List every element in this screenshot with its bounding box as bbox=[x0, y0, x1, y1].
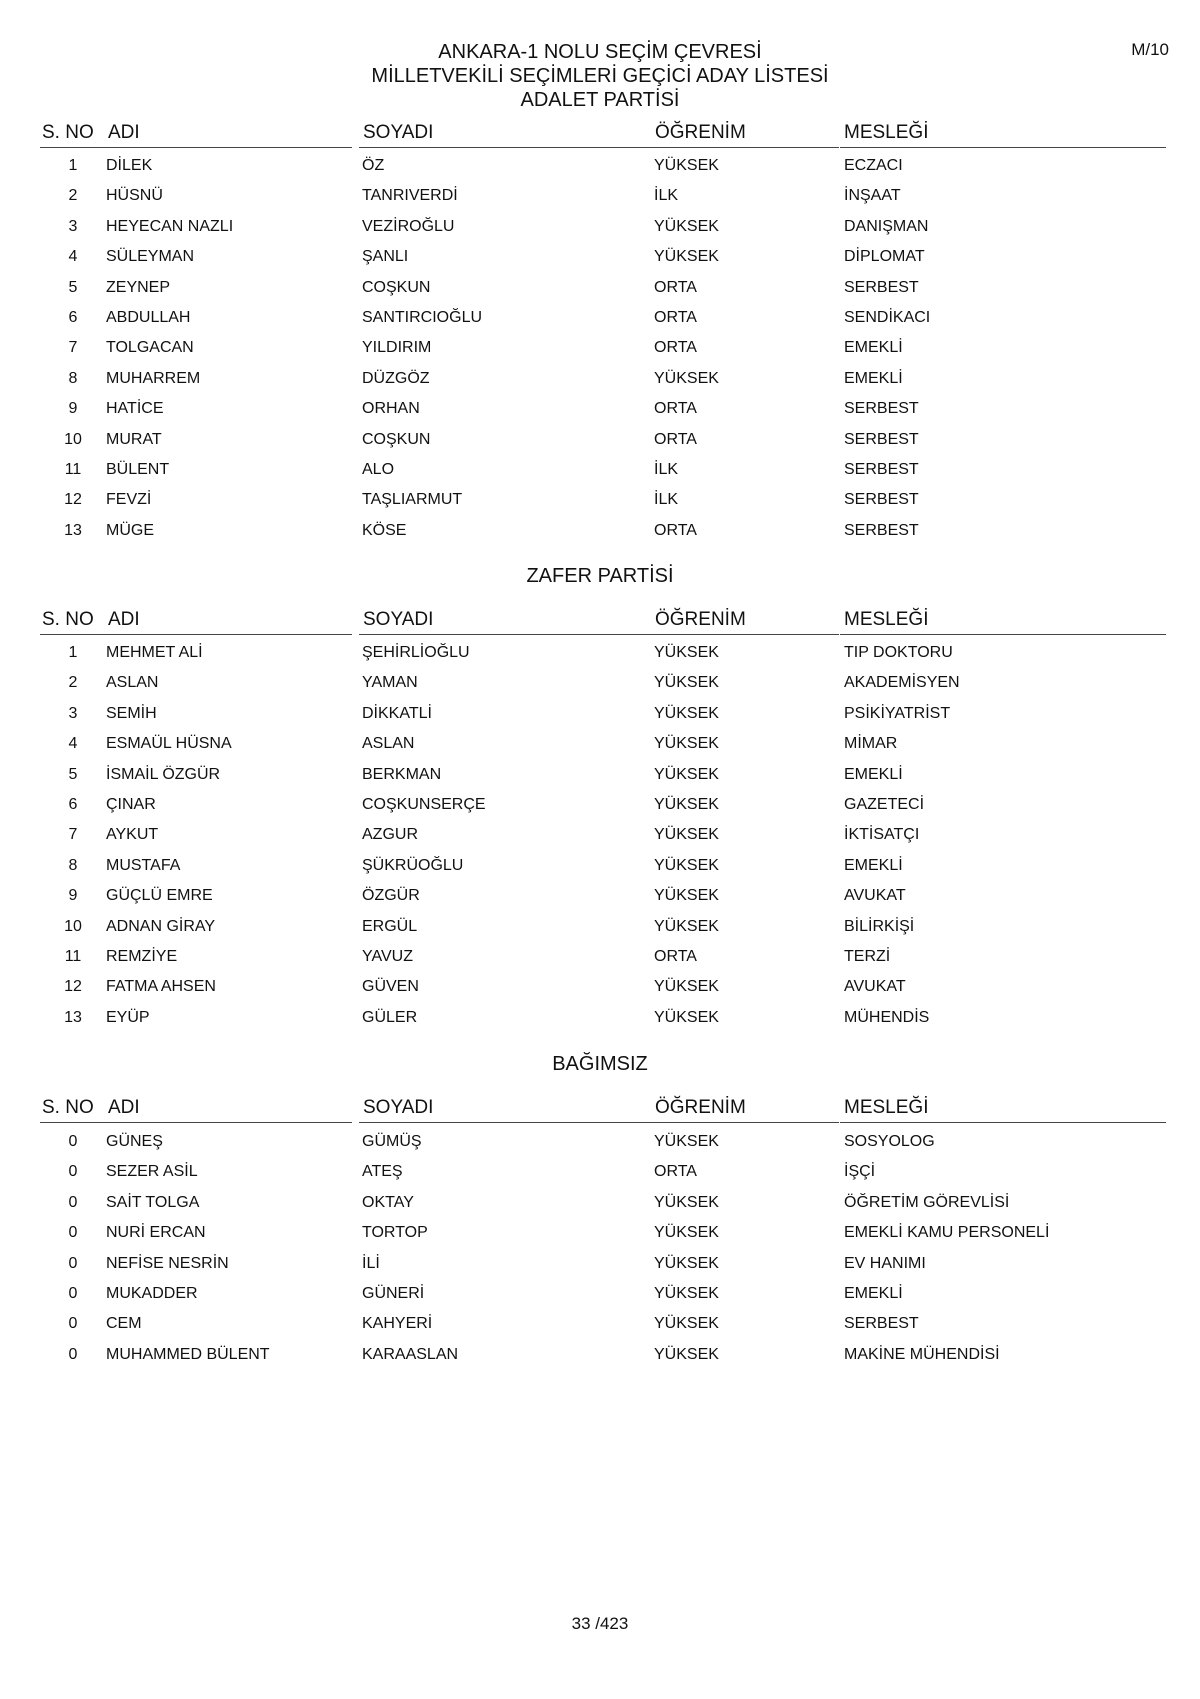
cell-s-no: 0 bbox=[68, 1133, 78, 1150]
cell-meslegi: AKADEMİSYEN bbox=[844, 674, 960, 692]
cell-s-no: 8 bbox=[68, 369, 78, 387]
cell-soyadi: COŞKUN bbox=[362, 430, 431, 448]
cell-meslegi: AVUKAT bbox=[844, 978, 906, 996]
cell-adi: MUSTAFA bbox=[106, 856, 181, 874]
cell-adi: SEMİH bbox=[106, 704, 157, 722]
cell-adi: ZEYNEP bbox=[106, 278, 171, 296]
cell-ogrenim: YÜKSEK bbox=[654, 796, 719, 813]
cell-soyadi: ATEŞ bbox=[362, 1163, 403, 1181]
cell-soyadi: GÜNERİ bbox=[362, 1285, 425, 1302]
cell-meslegi: ÖĞRETİM GÖREVLİSİ bbox=[844, 1193, 1010, 1211]
cell-meslegi: EMEKLİ bbox=[844, 339, 903, 357]
cell-s-no: 0 bbox=[68, 1224, 78, 1242]
cell-soyadi: ŞEHİRLİOĞLU bbox=[362, 644, 470, 661]
cell-adi: HÜSNÜ bbox=[106, 187, 163, 205]
cell-s-no: 7 bbox=[68, 826, 78, 844]
cell-adi: MEHMET ALİ bbox=[106, 644, 203, 661]
cell-adi: NURİ ERCAN bbox=[106, 1224, 206, 1242]
cell-soyadi: COŞKUN bbox=[362, 278, 431, 296]
cell-adi: FATMA AHSEN bbox=[106, 978, 216, 996]
cell-ogrenim: ORTA bbox=[654, 278, 697, 296]
cell-meslegi: SERBEST bbox=[844, 400, 919, 418]
cell-soyadi: DİKKATLİ bbox=[362, 704, 432, 722]
col-ogrenim-header: ÖĞRENİM bbox=[651, 1096, 839, 1123]
cell-s-no: 0 bbox=[68, 1193, 78, 1211]
cell-meslegi: GAZETECİ bbox=[844, 796, 925, 813]
col-s-no-header: S. NO bbox=[40, 121, 104, 148]
cell-adi: AYKUT bbox=[106, 826, 159, 844]
party-title: ADALET PARTİSİ bbox=[520, 89, 680, 111]
cell-adi: EYÜP bbox=[106, 1008, 150, 1026]
cell-s-no: 13 bbox=[64, 521, 82, 539]
cell-soyadi: GÜMÜŞ bbox=[362, 1133, 422, 1150]
cell-adi: DİLEK bbox=[106, 157, 153, 174]
cell-meslegi: İŞÇİ bbox=[844, 1163, 876, 1181]
cell-meslegi: SERBEST bbox=[844, 1315, 919, 1333]
cell-ogrenim: YÜKSEK bbox=[654, 217, 719, 235]
cell-soyadi: İLİ bbox=[362, 1254, 380, 1272]
cell-ogrenim: ORTA bbox=[654, 1163, 697, 1181]
col-adi-header: ADI bbox=[104, 121, 352, 148]
cell-s-no: 6 bbox=[68, 796, 78, 813]
cell-s-no: 4 bbox=[68, 735, 78, 753]
cell-ogrenim: YÜKSEK bbox=[654, 735, 719, 753]
cell-adi: SAİT TOLGA bbox=[106, 1193, 200, 1211]
cell-soyadi: COŞKUNSERÇE bbox=[362, 796, 486, 813]
cell-soyadi: ŞÜKRÜOĞLU bbox=[362, 856, 464, 874]
cell-soyadi: ÖZGÜR bbox=[362, 887, 420, 905]
party-title: ZAFER PARTİSİ bbox=[526, 565, 674, 587]
cell-s-no: 2 bbox=[68, 187, 78, 205]
cell-s-no: 12 bbox=[64, 491, 82, 509]
cell-soyadi: OKTAY bbox=[362, 1193, 414, 1211]
cell-soyadi: ALO bbox=[362, 461, 395, 478]
cell-soyadi: TORTOP bbox=[362, 1224, 428, 1242]
cell-soyadi: YAVUZ bbox=[362, 948, 413, 965]
cell-s-no: 3 bbox=[68, 217, 78, 235]
cell-ogrenim: YÜKSEK bbox=[654, 1315, 719, 1333]
cell-ogrenim: YÜKSEK bbox=[654, 1224, 719, 1242]
col-s-no-header: S. NO bbox=[40, 608, 104, 635]
cell-ogrenim: YÜKSEK bbox=[654, 248, 719, 266]
cell-adi: CEM bbox=[106, 1315, 142, 1333]
list-title: MİLLETVEKİLİ SEÇİMLERİ GEÇİCİ ADAY LİSTESİ bbox=[371, 65, 829, 87]
cell-s-no: 9 bbox=[68, 887, 78, 905]
cell-s-no: 2 bbox=[68, 674, 78, 692]
cell-adi: REMZİYE bbox=[106, 948, 178, 965]
cell-s-no: 7 bbox=[68, 339, 78, 357]
col-s-no-header: S. NO bbox=[40, 1096, 104, 1123]
cell-soyadi: KARAASLAN bbox=[362, 1345, 459, 1363]
cell-ogrenim: ORTA bbox=[654, 430, 697, 448]
cell-meslegi: EMEKLİ bbox=[844, 856, 903, 874]
cell-meslegi: EMEKLİ bbox=[844, 1285, 903, 1302]
cell-meslegi: DANIŞMAN bbox=[844, 217, 929, 235]
cell-s-no: 13 bbox=[64, 1008, 82, 1026]
cell-meslegi: SOSYOLOG bbox=[844, 1133, 935, 1150]
cell-ogrenim: YÜKSEK bbox=[654, 765, 719, 783]
cell-ogrenim: YÜKSEK bbox=[654, 674, 719, 692]
cell-adi: MUHAMMED BÜLENT bbox=[106, 1345, 270, 1363]
cell-s-no: 10 bbox=[64, 430, 82, 448]
cell-adi: ADNAN GİRAY bbox=[106, 917, 216, 935]
cell-meslegi: MÜHENDİS bbox=[844, 1008, 930, 1026]
col-soyadi-header: SOYADI bbox=[359, 121, 651, 148]
cell-soyadi: TANRIVERDİ bbox=[362, 187, 458, 205]
cell-ogrenim: ORTA bbox=[654, 400, 697, 418]
cell-ogrenim: ORTA bbox=[654, 309, 697, 326]
cell-adi: SEZER ASİL bbox=[106, 1163, 198, 1181]
cell-s-no: 8 bbox=[68, 856, 78, 874]
cell-soyadi: SANTIRCIOĞLU bbox=[362, 309, 483, 326]
cell-ogrenim: YÜKSEK bbox=[654, 157, 719, 174]
cell-s-no: 1 bbox=[68, 157, 78, 174]
cell-ogrenim: İLK bbox=[654, 491, 679, 509]
cell-adi: GÜNEŞ bbox=[106, 1133, 163, 1150]
cell-ogrenim: YÜKSEK bbox=[654, 644, 719, 661]
cell-meslegi: SERBEST bbox=[844, 461, 919, 478]
cell-meslegi: DİPLOMAT bbox=[844, 248, 925, 266]
cell-meslegi: İKTİSATÇI bbox=[844, 826, 920, 844]
cell-meslegi: SENDİKACI bbox=[844, 309, 931, 326]
party-title: BAĞIMSIZ bbox=[552, 1053, 648, 1075]
cell-meslegi: SERBEST bbox=[844, 430, 919, 448]
cell-ogrenim: YÜKSEK bbox=[654, 369, 719, 387]
cell-adi: ABDULLAH bbox=[106, 309, 191, 326]
cell-soyadi: KÖSE bbox=[362, 521, 407, 539]
cell-meslegi: ECZACI bbox=[844, 157, 903, 174]
cell-meslegi: AVUKAT bbox=[844, 887, 906, 905]
cell-adi: İSMAİL ÖZGÜR bbox=[106, 765, 221, 783]
cell-s-no: 6 bbox=[68, 309, 78, 326]
cell-adi: SÜLEYMAN bbox=[106, 248, 195, 266]
cell-soyadi: DÜZGÖZ bbox=[362, 369, 430, 387]
cell-adi: ESMAÜL HÜSNA bbox=[106, 735, 232, 753]
cell-ogrenim: YÜKSEK bbox=[654, 1133, 719, 1150]
cell-meslegi: PSİKİYATRİST bbox=[844, 704, 951, 722]
cell-ogrenim: YÜKSEK bbox=[654, 1008, 719, 1026]
cell-meslegi: SERBEST bbox=[844, 521, 919, 539]
cell-s-no: 4 bbox=[68, 248, 78, 266]
cell-adi: TOLGACAN bbox=[106, 339, 194, 357]
cell-adi: MUKADDER bbox=[106, 1285, 198, 1302]
cell-s-no: 0 bbox=[68, 1285, 78, 1302]
cell-adi: NEFİSE NESRİN bbox=[106, 1254, 229, 1272]
cell-ogrenim: YÜKSEK bbox=[654, 1254, 719, 1272]
col-adi-header: ADI bbox=[104, 608, 352, 635]
cell-meslegi: EMEKLİ bbox=[844, 765, 903, 783]
cell-soyadi: ÖZ bbox=[362, 157, 385, 174]
cell-adi: FEVZİ bbox=[106, 491, 152, 509]
cell-ogrenim: YÜKSEK bbox=[654, 856, 719, 874]
cell-adi: ÇINAR bbox=[106, 796, 156, 813]
cell-ogrenim: İLK bbox=[654, 461, 679, 478]
cell-s-no: 11 bbox=[64, 948, 82, 965]
cell-meslegi: EMEKLİ bbox=[844, 369, 903, 387]
document-header bbox=[0, 40, 1200, 88]
cell-meslegi: EMEKLİ KAMU PERSONELİ bbox=[844, 1224, 1050, 1242]
cell-adi: MUHARREM bbox=[106, 369, 201, 387]
cell-s-no: 12 bbox=[64, 978, 82, 996]
cell-soyadi: GÜVEN bbox=[362, 978, 419, 996]
cell-soyadi: ŞANLI bbox=[362, 248, 409, 266]
cell-adi: HATİCE bbox=[106, 400, 164, 418]
cell-ogrenim: YÜKSEK bbox=[654, 978, 719, 996]
page-code: M/10 bbox=[1131, 40, 1169, 59]
cell-ogrenim: YÜKSEK bbox=[654, 826, 719, 844]
cell-s-no: 0 bbox=[68, 1163, 78, 1181]
cell-meslegi: MAKİNE MÜHENDİSİ bbox=[844, 1345, 1000, 1363]
cell-soyadi: ERGÜL bbox=[362, 917, 418, 935]
page-number: 33 /423 bbox=[571, 1614, 629, 1633]
cell-soyadi: BERKMAN bbox=[362, 765, 442, 783]
col-soyadi-header: SOYADI bbox=[359, 1096, 651, 1123]
cell-soyadi: AZGUR bbox=[362, 826, 418, 844]
cell-s-no: 0 bbox=[68, 1254, 78, 1272]
col-ogrenim-header: ÖĞRENİM bbox=[651, 121, 839, 148]
cell-soyadi: TAŞLIARMUT bbox=[362, 491, 463, 509]
col-soyadi-header: SOYADI bbox=[359, 608, 651, 635]
cell-s-no: 0 bbox=[68, 1345, 78, 1363]
col-ogrenim-header: ÖĞRENİM bbox=[651, 608, 839, 635]
cell-ogrenim: YÜKSEK bbox=[654, 887, 719, 905]
cell-s-no: 5 bbox=[68, 765, 78, 783]
cell-meslegi: SERBEST bbox=[844, 491, 919, 509]
cell-adi: HEYECAN NAZLI bbox=[106, 217, 234, 235]
cell-adi: MÜGE bbox=[106, 521, 154, 539]
cell-ogrenim: YÜKSEK bbox=[654, 1285, 719, 1302]
cell-meslegi: İNŞAAT bbox=[844, 187, 901, 205]
cell-meslegi: TERZİ bbox=[844, 948, 891, 965]
cell-ogrenim: YÜKSEK bbox=[654, 704, 719, 722]
cell-s-no: 11 bbox=[64, 461, 82, 478]
cell-soyadi: YAMAN bbox=[362, 674, 418, 692]
cell-meslegi: MİMAR bbox=[844, 735, 898, 753]
cell-meslegi: TIP DOKTORU bbox=[844, 644, 953, 661]
cell-soyadi: KAHYERİ bbox=[362, 1315, 433, 1333]
cell-ogrenim: ORTA bbox=[654, 339, 697, 357]
cell-ogrenim: YÜKSEK bbox=[654, 1345, 719, 1363]
cell-soyadi: ORHAN bbox=[362, 400, 420, 418]
col-meslegi-header: MESLEĞİ bbox=[840, 608, 1166, 635]
cell-s-no: 9 bbox=[68, 400, 78, 418]
cell-meslegi: EV HANIMI bbox=[844, 1254, 926, 1272]
col-adi-header: ADI bbox=[104, 1096, 352, 1123]
cell-soyadi: YILDIRIM bbox=[362, 339, 432, 357]
cell-soyadi: VEZİROĞLU bbox=[362, 217, 455, 235]
cell-s-no: 3 bbox=[68, 704, 78, 722]
col-meslegi-header: MESLEĞİ bbox=[840, 1096, 1166, 1123]
cell-s-no: 1 bbox=[68, 644, 78, 661]
cell-s-no: 10 bbox=[64, 917, 82, 935]
district-title: ANKARA-1 NOLU SEÇİM ÇEVRESİ bbox=[438, 41, 762, 63]
cell-adi: ASLAN bbox=[106, 674, 159, 692]
col-meslegi-header: MESLEĞİ bbox=[840, 121, 1166, 148]
cell-meslegi: SERBEST bbox=[844, 278, 919, 296]
cell-soyadi: GÜLER bbox=[362, 1008, 418, 1026]
cell-adi: MURAT bbox=[106, 430, 162, 448]
cell-ogrenim: ORTA bbox=[654, 948, 697, 965]
cell-ogrenim: YÜKSEK bbox=[654, 1193, 719, 1211]
cell-s-no: 0 bbox=[68, 1315, 78, 1333]
cell-adi: GÜÇLÜ EMRE bbox=[106, 887, 213, 905]
cell-ogrenim: İLK bbox=[654, 187, 679, 205]
cell-meslegi: BİLİRKİŞİ bbox=[844, 917, 915, 935]
cell-s-no: 5 bbox=[68, 278, 78, 296]
cell-soyadi: ASLAN bbox=[362, 735, 415, 753]
cell-ogrenim: YÜKSEK bbox=[654, 917, 719, 935]
cell-adi: BÜLENT bbox=[106, 461, 170, 478]
cell-ogrenim: ORTA bbox=[654, 521, 697, 539]
